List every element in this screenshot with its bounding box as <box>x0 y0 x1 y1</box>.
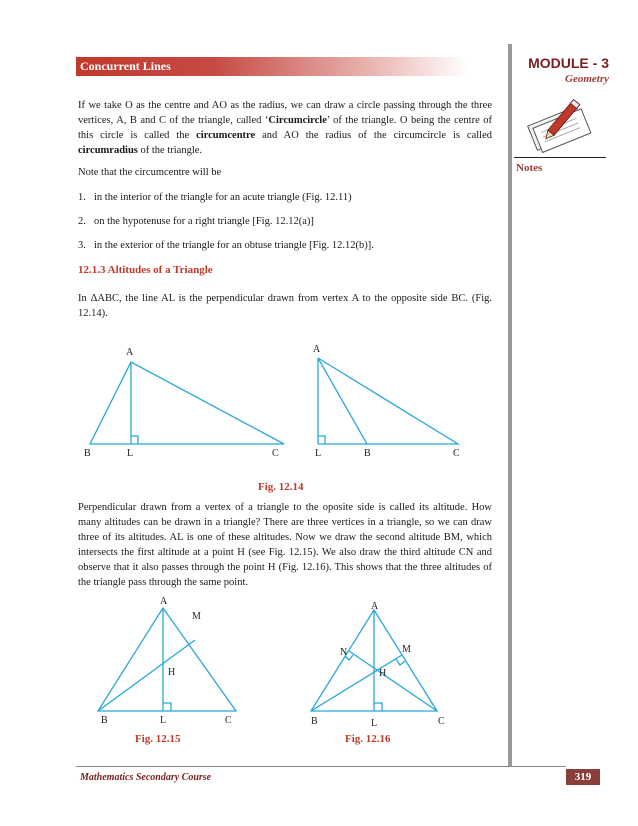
course-name: Mathematics Secondary Course <box>80 772 212 783</box>
vertex-label-c: C <box>438 716 445 727</box>
vertex-label-n: N <box>340 647 348 658</box>
subject-label: Geometry <box>565 73 609 85</box>
figure-caption: Fig. 12.15 <box>135 733 181 745</box>
right-angle-mark <box>374 703 382 711</box>
vertex-label-c: C <box>453 448 460 459</box>
vertex-label-l: L <box>127 448 134 459</box>
page-number: 319 <box>566 769 600 785</box>
vertex-label-l: L <box>160 715 167 726</box>
figure-caption: Fig. 12.16 <box>345 733 391 745</box>
right-angle-mark <box>163 703 171 711</box>
chapter-title: Concurrent Lines <box>80 59 171 73</box>
vertex-label-h: H <box>379 668 387 679</box>
sidebar-divider <box>508 44 512 766</box>
altitude-cn <box>349 651 437 711</box>
paragraph-altitudes: Perpendicular drawn from a vertex of a triangle to the oposite side is called its altitude. How many altitudes can be drawn in a triangle? There are three vertices in a triangle, so we can draw three of its altitudes. AL is one of these altitudes. Now we draw the second altitude BM, which intersects the first altitude at a point H (see Fig. 12.15). We also draw the third altitude CN and observe that it also passes through the point H (Fig. 12.16). This shows that the three altitudes of the triangle pass through the same point. <box>78 502 492 588</box>
vertex-label-a: A <box>160 596 168 607</box>
figure-caption: Fig. 12.14 <box>258 481 304 493</box>
vertex-label-l: L <box>371 718 378 729</box>
vertex-label-b: B <box>364 448 371 459</box>
right-angle-mark <box>318 436 325 444</box>
paragraph-note: Note that the circumcentre will be <box>78 167 222 178</box>
right-angle-mark <box>396 659 405 665</box>
paragraph-altitude-intro: In ΔABC, the line AL is the perpendicular drawn from vertex A to the opposite side BC. (Fig. 12.14). <box>78 293 492 319</box>
list-item: 3. in the exterior of the triangle for an obtuse triangle [Fig. 12.12(b)]. <box>78 240 374 251</box>
notes-label: Notes <box>516 162 543 174</box>
vertex-label-m: M <box>192 611 201 622</box>
triangle-abc <box>98 608 236 711</box>
altitude-bm <box>98 640 195 711</box>
notes-pen-icon <box>520 92 600 154</box>
triangle-abc <box>90 362 284 444</box>
notes-rule <box>514 157 606 158</box>
module-label: MODULE - 3 <box>528 55 609 71</box>
triangle-abc-obtuse <box>318 358 458 444</box>
vertex-label-c: C <box>272 448 279 459</box>
vertex-label-l: L <box>315 448 322 459</box>
paragraph-circumcircle: If we take O as the centre and AO as the radius, we can draw a circle passing through the three vertices, A, B and C of the triangle, called ‘Circumcircle’ of the triangle. O being the centre of this circle is called the circumcentre and AO the radius of the circumcircle is called circumradius of the triangle. <box>78 100 492 156</box>
vertex-label-a: A <box>371 601 379 612</box>
vertex-label-b: B <box>311 716 318 727</box>
vertex-label-c: C <box>225 715 232 726</box>
vertex-label-h: H <box>168 667 176 678</box>
list-item: 2. on the hypotenuse for a right triangle [Fig. 12.12(a)] <box>78 216 314 227</box>
footer-rule <box>76 766 566 767</box>
list-item: 1. in the interior of the triangle for an acute triangle (Fig. 12.11) <box>78 192 352 203</box>
right-angle-mark <box>131 436 138 444</box>
vertex-label-a: A <box>126 347 134 358</box>
right-angle-mark <box>345 655 353 660</box>
vertex-label-a: A <box>313 344 321 355</box>
section-heading: 12.1.3 Altitudes of a Triangle <box>78 264 213 276</box>
vertex-label-m: M <box>402 644 411 655</box>
triangle-abc <box>311 610 437 711</box>
vertex-label-b: B <box>84 448 91 459</box>
vertex-label-b: B <box>101 715 108 726</box>
altitude-bm <box>311 655 402 711</box>
